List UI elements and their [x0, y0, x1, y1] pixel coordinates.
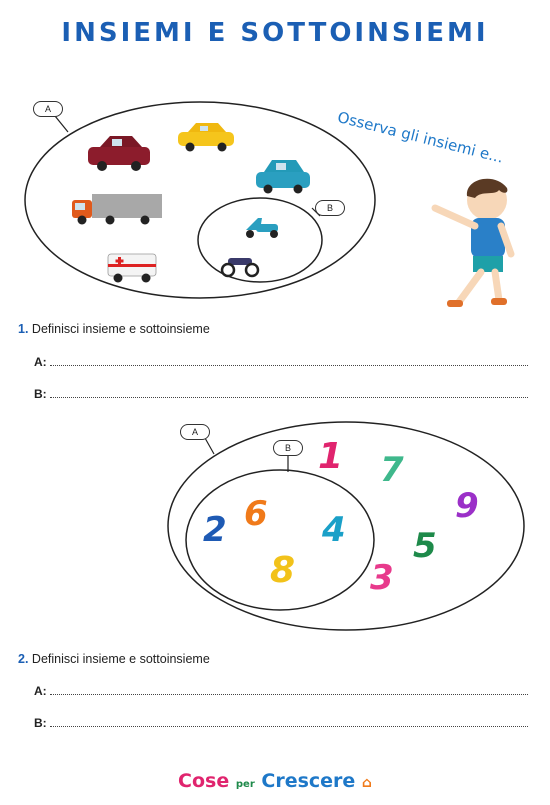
question-2-answer-a[interactable]	[34, 684, 528, 698]
question-2	[18, 652, 210, 666]
footer-logo	[0, 770, 550, 792]
scooter-icon	[246, 218, 278, 238]
answer-b-line[interactable]	[50, 726, 528, 727]
question-2-answer-b[interactable]	[34, 716, 528, 730]
question-2-number: 2.	[18, 652, 29, 666]
house-icon: ⌂	[361, 775, 372, 791]
outer-number-1: 1	[318, 436, 344, 477]
set-b-label: B	[315, 200, 345, 216]
logo-word-crescere: Crescere	[261, 770, 356, 792]
logo-word-per: per	[235, 779, 255, 790]
question-1-answer-b[interactable]	[34, 387, 528, 401]
question-1-answer-a[interactable]	[34, 355, 528, 369]
outer-number-3: 3	[370, 558, 394, 598]
inner-number-8: 8	[270, 550, 296, 591]
inner-number-2: 2	[203, 510, 227, 550]
answer-b-label: B:	[34, 716, 47, 730]
answer-a-label: A:	[34, 355, 47, 369]
observe-caption: Osserva gli insiemi e...	[335, 108, 506, 167]
outer-number-7: 7	[380, 450, 404, 490]
ambulance-icon	[108, 254, 156, 283]
answer-b-line[interactable]	[50, 397, 528, 398]
question-1-text: Definisci insieme e sottoinsieme	[31, 322, 210, 336]
question-1	[18, 322, 210, 336]
page-title: INSIEMI E SOTTOINSIEMI	[61, 18, 489, 48]
answer-a-line[interactable]	[50, 365, 528, 366]
blue-car-icon	[256, 160, 310, 194]
taxi-icon	[178, 123, 234, 152]
boy-illustration	[425, 170, 525, 315]
car-red-icon	[88, 136, 150, 171]
answer-a-label: A:	[34, 684, 47, 698]
logo-word-cose: Cose	[178, 770, 230, 792]
outer-number-5: 5	[413, 526, 437, 566]
inner-number-4: 4	[322, 510, 346, 550]
set-a-label-2: A	[180, 424, 210, 440]
outer-number-9: 9	[455, 486, 479, 526]
question-1-number: 1.	[18, 322, 29, 336]
set-b-label-2: B	[273, 440, 303, 456]
set-a-label: A	[33, 101, 63, 117]
inner-number-6: 6	[244, 494, 268, 534]
truck-icon	[72, 194, 162, 225]
answer-b-label: B:	[34, 387, 47, 401]
question-2-text: Definisci insieme e sottoinsieme	[31, 652, 210, 666]
answer-a-line[interactable]	[50, 694, 528, 695]
motorcycle-icon	[222, 258, 258, 276]
